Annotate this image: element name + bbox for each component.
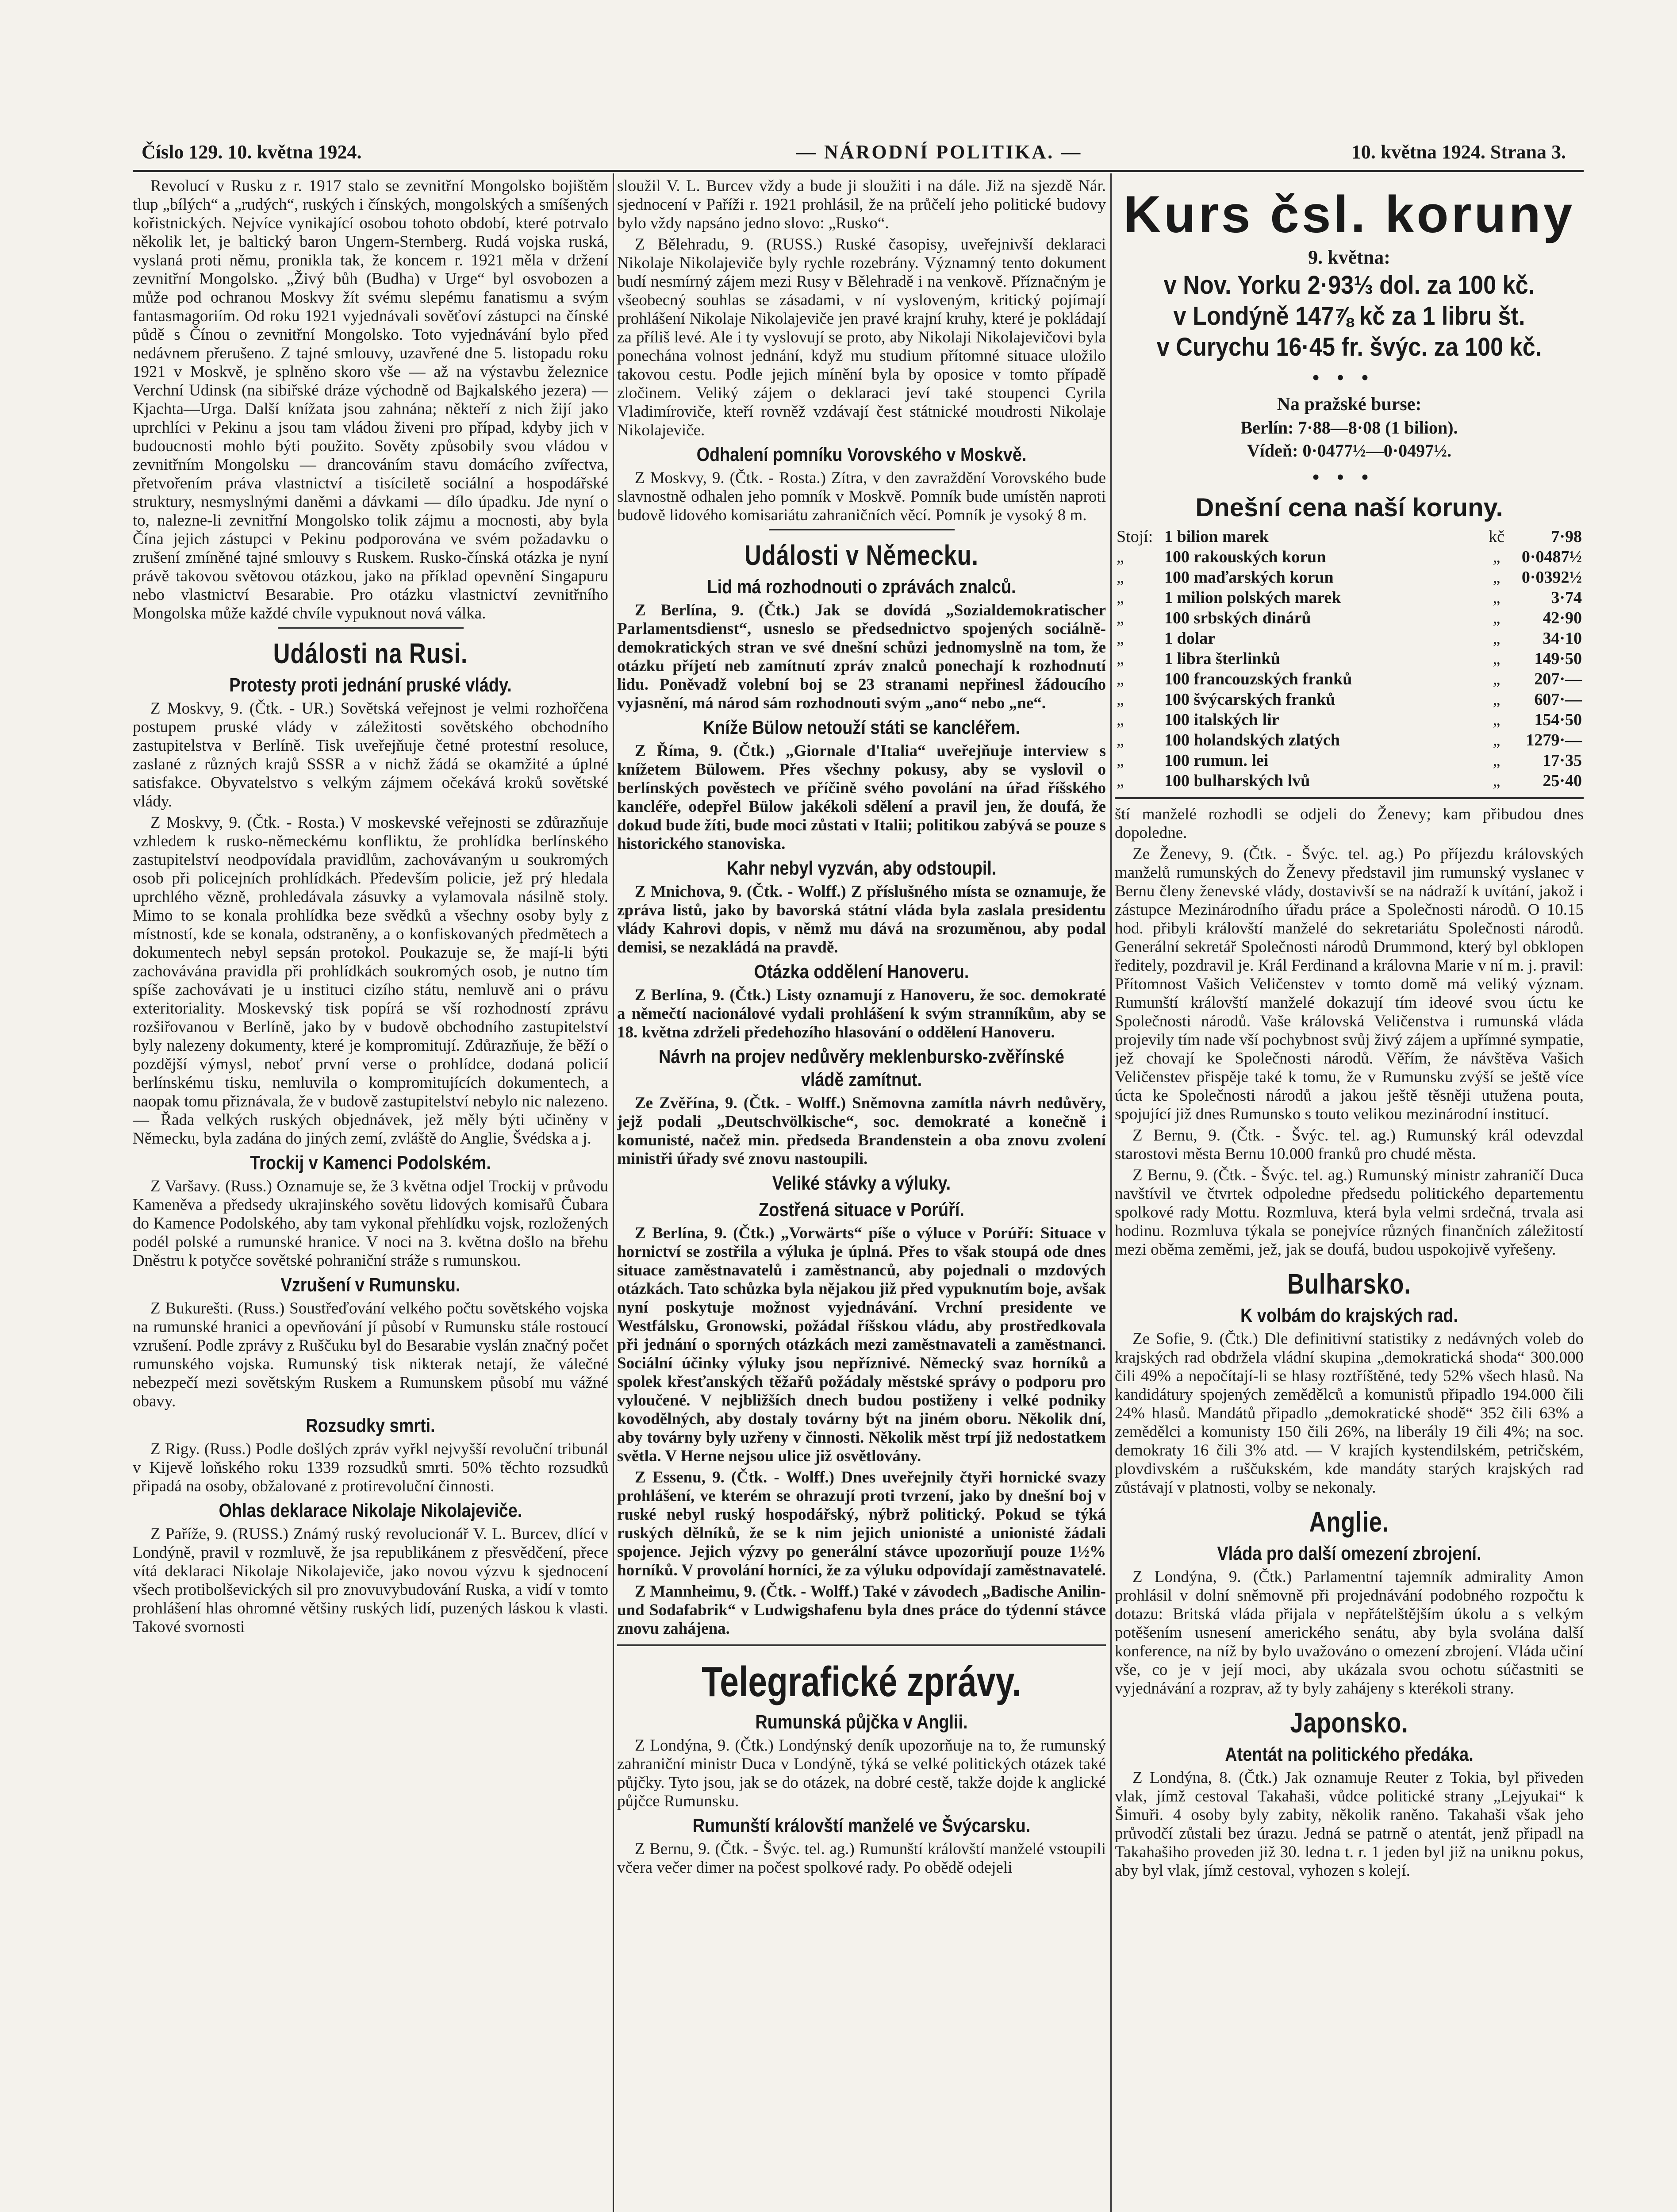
divider	[769, 529, 955, 530]
table-row: Stojí: 1 bilion marek kč 7·98	[1117, 527, 1582, 546]
article-text: Z Londýna, 8. (Čtk.) Jak oznamuje Reuter z Tokia, byl přiveden vlak, jímž cestoval Takahaši, vůdce politické strany „Lejyukai“ k Šimuři. 4 osoby byly zabity, několik raněno. Takahaši však jeho průvodčí zůstali bez úrazu. Jedná se patrně o atentát, jenž připadl na Takahašiho proveden již 30. ledna t. r. 1 jeden byl již na uniknu pokus, aby byl vlak, jímž cestoval, vyhozen s kolejí.	[1115, 1769, 1584, 1880]
table-row: „ 100 srbských dinárů „ 42·90	[1117, 609, 1582, 627]
price-table	[1115, 526, 1584, 791]
burse-heading: Na pražské burse:	[1277, 394, 1422, 415]
article-text: Revolucí v Rusku z r. 1917 stalo se zevnitřní Mongolsko bojištěm tlup „bílých“ a „rudých“, ruských i čínských, mongolských a smíšených kořistnických. Nejvíce vynikající osobou tohoto období, které potrvalo několik let, je baltický baron Ungern-Sternberg. Rudá vojska ruská, vyslaná proti němu, pronikla tak, že koncem r. 1921 měla v držení zevnitřní Mongolsko. „Živý bůh (Budha) v Urge“ byl osvobozen a může pod ochranou Moskvy žít svému slepému fanatismu a svým fantasmagoriím. Od roku 1921 vyjednávali sověťoví zástupci na čínské půdě s Čínou o zevnitřní Mongolsko. Toto vyjednávání bylo před nedávnem přerušeno. Z tajné smlouvy, uzavřené dne 5. listopadu roku 1921 v Moskvě, je splněno skoro vše — až na výstavbu železnice Verchní Udinsk (na sibiřské dráze východně od Bajkalského jezera) — Kjachta—Urga. Další knížata jsou zahnána; někteří z nich žijí jako uprchlíci v Pekinu a jsou tam vládou živeni pro případ, kdyby jich v budoucnosti mohlo býti použito. Sověty způsobily svou vládou v zevnitřním Mongolsku — drancováním stavu domácího zvířectva, přetvořením práva vlastnictví a tisíciletě sociální a hospodářské struktury, nesmyslnými daněmi a dávkami — dílo úpadku. Jde nyní o to, nalezne-li zevnitřní Mongolsko tolik zájmu a mocnosti, aby byla Čína jejich zástupci v Pekinu podporována ve svém požadavku o zrušení zmíněné tajné smlouvy s Ruskem. Rusko-čínská otázka je nyní právě takovou světovou otázkou, jako na příklad opevnění Singapuru nebo vlastnictví Besarabie. Pro otázku vlastnictví zevnitřního Mongolska může každé chvíle vypuknout nová válka.	[133, 177, 608, 622]
table-row: „ 1 dolar „ 34·10	[1117, 629, 1582, 648]
article-headline: Vláda pro další omezení zbrojení.	[1217, 1543, 1481, 1564]
article-text: ští manželé rozhodli se odjeli do Ženevy; kam přibudou dnes dopoledne.	[1115, 805, 1584, 842]
article-headline: Odhalení pomníku Vorovského v Moskvě.	[696, 444, 1027, 465]
article-text: Z Moskvy, 9. (Čtk. - UR.) Sovětská veřejnost je velmi rozhořčena postupem pruské vlády v záležitosti sovětského obchodního zastupitelstva v Berlíně. Tisk uveřejňuje četné protestní resoluce, zaslané z různých krajů SSSR a v nichž žádá se okamžité a úplné satisfakce. Obyvatelstvo s velkým zájmem očekává kroků sovětské vlády.	[133, 699, 608, 810]
burse-line: Vídeň: 0·0477½—0·0497½.	[1247, 441, 1452, 461]
divider	[278, 627, 464, 629]
article-headline: Rumunští královští manželé ve Švýcarsku.	[692, 1815, 1031, 1836]
article-text: Z Bukurešti. (Russ.) Soustřeďování velkého počtu sovětského vojska na rumunské hranici a opevňování jí působí v Rumunsku stále rostoucí vzrušení. Podle zprávy z Ruščuku byl do Besarabie vyslán značný počet rumunského vojska. Rumunský tisk nikterak netají, že válečné nebezpečí mezi sovětským Ruskem a Rumunskem působí mu vážné obavy.	[133, 1299, 608, 1410]
article-text: Z Londýna, 9. (Čtk.) Parlamentní tajemník admirality Amon prohlásil v dolní sněmovně při projednávání podobného rozpočtu k dotazu: Britská vláda přijala v nepřátelštějším úkolu a s velkým potěšením usnesení amerického senátu, aby byla svolána další konference, na níž by bylo uvažováno o omezení zbrojení. Vláda učiní vše, co je v její moci, aby ukázala svou ochotu súčastniti se vyjednávání a rozprav, až ty byly zahájeny s kterékoli strany.	[1115, 1568, 1584, 1697]
section-heading: Bulharsko.	[1287, 1268, 1411, 1300]
article-text: Z Paříže, 9. (RUSS.) Známý ruský revolucionář V. L. Burcev, dlící v Londýně, pravil v rozmluvě, že jsa republikánem z přesvědčení, přece vítá deklaraci Nikolaje Nikolajeviče, jako novou výzvu k sjednocení všech protibolševických sil pro znovuvybudování Ruska, a vidí v tomto prohlášení hlas ohromné většiny ruských lidí, puzených láskou k vlasti. Takové svornosti	[133, 1525, 608, 1636]
article-text: Z Berlína, 9. (Čtk.) Jak se dovídá „Sozialdemokratischer Parlamentsdienst“, usneslo se předsednictvo spojených sociálně-demokratických stran ve své dnešní schůzi jednomyslně na tom, že otázku příjetí neb zamítnutí zpráv znalců ponechají k rozhodnutí lidu. Poněvadž volební boj se 23 stranami nepřinesl žádoucího vyjasnění, má národ sám rozhodnouti svým „ano“ nebo „ne“.	[617, 601, 1106, 712]
article-text: Z Essenu, 9. (Čtk. - Wolff.) Dnes uveřejnily čtyři hornické svazy prohlášení, ve kterém se ohrazují proti tvrzení, jako by dnešní boj v ruské nebyl ruský hospodářský, nýbrž politický. Pokud se týká ruských dělníků, že se k nim jejich unionisté a unionisté žádali spojence. Jejich výzvy po generální stávce upozorňují pouze 1½% horníků. V provolání horníci, že za výluku odpovídají zaměstnavatelé.	[617, 1468, 1106, 1579]
column-3	[1115, 177, 1584, 2212]
exchange-rate-box	[1115, 186, 1584, 791]
article-text: Z Mnichova, 9. (Čtk. - Wolff.) Z příslušného místa se oznamuje, že zpráva listů, jako by bavorská státní vláda byla zaslala presidentu vlády Kahrovi dopis, v němž mu dává na srozuměnou, aby podal demisi, se nezakládá na pravdě.	[617, 883, 1106, 956]
article-headline: Trockij v Kamenci Podolském.	[250, 1152, 491, 1174]
article-text: Z Rigy. (Russ.) Podle došlých zpráv vyřkl nejvyšší revoluční tribunál v Kijevě loňského roku 1339 rozsudků smrti. 50% těchto rozsudků připadá na osoby, obžalované z protirevoluční činnosti.	[133, 1440, 608, 1495]
article-headline: K volbám do krajských rad.	[1240, 1305, 1458, 1326]
article-text: Z Bělehradu, 9. (RUSS.) Ruské časopisy, uveřejnivší deklaraci Nikolaje Nikolajeviče byly rychle rozebrány. Významný tento dokument budí nesmírný zájem mezi Rusy v Bělehradě i na venkově. Příznačným je všeobecný souhlas se zásadami, v ní vysloveným, kritický pojímají prohlášení Nikolaje Nikolajeviče jen pravé krajní kruhy, které je pokládají za příliš levé. Ale i ty vyslovují se proto, aby Nikolaji Nikolajevičovi byla ponechána volnost jednání, když mu studium přítomné situace uložilo takovou cestu. Podle jejich mínění byla by oposice v tomto případě zločinem. Veliký zájem o deklaraci jeví také stoupenci Cyrila Vladimíroviče, kteří rovněž vzdávají čest státnické moudrosti Nikolaje Nikolajeviče.	[617, 235, 1106, 439]
section-heading: Telegrafické zprávy.	[702, 1658, 1021, 1705]
article-text: Z Bernu, 9. (Čtk. - Švýc. tel. ag.) Rumunský král odevzdal starostovi města Bernu 10.000 franků pro chudé města.	[1115, 1126, 1584, 1163]
article-headline: Návrh na projev nedůvěry meklenbursko-zvěřínské vládě zamítnut.	[659, 1046, 1064, 1091]
running-header	[133, 141, 1584, 167]
article-headline: Kníže Bülow netouží státi se kancléřem.	[702, 717, 1021, 738]
price-heading: Dnešní cena naší koruny.	[1195, 493, 1503, 522]
table-row: „ 100 bulharských lvů „ 25·40	[1117, 772, 1582, 790]
table-row: „ 100 maďarských korun „ 0·0392½	[1117, 568, 1582, 587]
section-heading: Události na Rusi.	[273, 637, 468, 669]
article-headline: Otázka oddělení Hanoveru.	[754, 961, 969, 983]
divider	[617, 1644, 1106, 1646]
table-row: „ 100 francouzských franků „ 207·—	[1117, 670, 1582, 688]
column-divider	[1110, 173, 1112, 2212]
exchange-date: 9. května:	[1308, 246, 1390, 268]
article-text: Z Varšavy. (Russ.) Oznamuje se, že 3 května odjel Trockij v průvodu Kameněva a předsedy ukrajinského sovětu lidových komisařů Čubara do Kamence Podolského, aby tam vykonal přehlídku vojsk, rozložených podél polské a rumunské hranice. V noci na 3. května došlo na břehu Dněstru k potyčce sovětské pohraniční stráže s rumunskou.	[133, 1177, 608, 1270]
article-headline: Vzrušení v Rumunsku.	[280, 1274, 461, 1296]
table-row: „ 100 holandských zlatých „ 1279·—	[1117, 731, 1582, 749]
article-text: Z Berlína, 9. (Čtk.) „Vorwärts“ píše o výluce v Porúří: Situace v hornictví se zostřila a výluka je úplná. Přes to však stoupá ode dnes situace zaměstnavatelů i zaměstnanců, aby pojednali o mzdových otázkách. Tato schůzka byla nějakou již před vypuknutím boje, avšak nyní poskytuje možnost vyjednávání. Vrchní presidente ve Westfálsku, Gronowski, požádal říšskou vládu, aby prostředkovala při jednání o sporných otázkách mezi zaměstnavateli a zaměstnanci. Sociální účinky výluky jsou nepříznivé. Německý svaz horníků a spolek křesťanských těžařů požádaly městské správy o podporu pro vyloučené. V nejbližších dnech budou postiženy i velké podniky kovodělných, aby dostaly továrny být na jiném oboru. Několik dní, aby továrny byly uzřeny v činnosti. Několik měst trpí již nedostatkem světla. V Herne nejsou ulice již osvětlovány.	[617, 1224, 1106, 1465]
article-text: Ze Zvěřína, 9. (Čtk. - Wolff.) Sněmovna zamítla návrh nedůvěry, jejž podali „Deutschvölkische“, soc. demokraté a konečně i komunisté, načež min. předseda Brandenstein a oba znovu zvolení ministři úřady své znovu nastoupili.	[617, 1094, 1106, 1168]
article-text: Z Moskvy, 9. (Čtk. - Rosta.) Zítra, v den zavraždění Vorovského bude slavnostně odhalen jeho pomník v Moskvě. Pomník bude umístěn naproti budově lidového komisariátu zahraničních věcí. Pomník je vysoký 8 m.	[617, 469, 1106, 524]
article-text: Z Bernu, 9. (Čtk. - Švýc. tel. ag.) Rumunští královští manželé vstoupili včera večer dimer na počest spolkové rady. Po obědě odejeli	[617, 1840, 1106, 1877]
ornament: •••	[1312, 466, 1386, 488]
column-divider	[613, 173, 614, 2212]
article-text: Z Moskvy, 9. (Čtk. - Rosta.) V moskevské veřejnosti se zdůrazňuje vzhledem k rusko-německému konfliktu, že prohlídka berlínského zastupitelství neodpovídala pravidlům, zachovávaným u soukromých osob při policejních prohlídkách. Především policie, jež prý hledala uprchlého vězně, prohledávala zásuvky a vylamovala násilně stoly. Mimo to se konala prohlídka beze svědků a všechny osoby byly z místností, kde se konala, odstraněny, a o konfiskovaných předmětech a dokumentech nebyl sepsán protokol. Poukazuje se, že mají-li býti zachovávána pravidla při prohlídkách soukromých osob, je nutno tím spíše zachovávati je u instituci cizího státu, nemluvě ani o právu exteritoriality. Moskevský tisk popírá se vší rozhodností zprávu rozšiřovanou v Berlíně, jako by v budově obchodního zastupitelství byly nalezeny dokumenty, které je kompromitují. Zdůrazňuje, že běží o pozdější výmysl, neboť první verse o prohlídce, dodaná policií berlínskému tisku, nemluvila o kompromitujících dokumentech, a naopak tomu přiznávala, že v budově zastupitelství nebylo nic nalezeno. — Řada velkých ruských objednávek, jež měly býti učiněny v Německu, byla zadána do jiných zemí, zvláště do Anglie, Švédska a j.	[133, 814, 608, 1148]
table-row: „ 1 milion polských marek „ 3·74	[1117, 588, 1582, 607]
ornament: •••	[1312, 367, 1386, 388]
article-text: Z Londýna, 9. (Čtk.) Londýnský deník upozorňuje na to, že rumunský zahraniční ministr Duca v Londýně, týká se velké politických otázek také půjčky. Tyto jsou, jak se do otázek, na dobré cestě, takže dojde k anglické půjčce Rumunsku.	[617, 1736, 1106, 1810]
article-subheadline: Zostřená situace v Porúří.	[759, 1199, 964, 1221]
article-headline: Atentát na politického předáka.	[1225, 1743, 1474, 1765]
article-text: Z Mannheimu, 9. (Čtk. - Wolff.) Také v závodech „Badische Anilin- und Sodafabrik“ v Ludwigshafenu byla dnes práce do týdenní stávce znovu zahájena.	[617, 1582, 1106, 1638]
article-text: Ze Sofie, 9. (Čtk.) Dle definitivní statistiky z nedávných voleb do krajských rad obdržela vládní skupina „demokratická shoda“ 300.000 čili 49% a nepočítají-li se hlasy roztříštěné, tedy 52% všech hlasů. Na kandidátury spojených zemědělců a komunistů připadlo 194.000 čili 24% hlasů. Mandátů připadlo „demokratické shodě“ 352 čili 63% a zemědělci a komunisty 150 čili 26%, na liberály 19 čili 4%; na soc. demokraty 16 čili 3% atd. — V krajích kystendilském, petričském, plovdivském a ruščukském, kde mandáty starých krajských rad zůstávají v platnosti, volby se nekonaly.	[1115, 1330, 1584, 1497]
exchange-line: v Nov. Yorku 2·93⅓ dol. za 100 kč.	[1163, 271, 1535, 300]
article-headline: Kahr nebyl vyzván, aby odstoupil.	[726, 857, 997, 879]
article-headline: Rozsudky smrti.	[306, 1415, 435, 1436]
article-headline: Protesty proti jednání pruské vlády.	[229, 674, 512, 696]
table-row: „ 100 rumun. lei „ 17·35	[1117, 751, 1582, 770]
divider	[1115, 797, 1584, 799]
column-1	[133, 177, 608, 2212]
table-row: „ 100 italských lir „ 154·50	[1117, 710, 1582, 729]
burse-line: Berlín: 7·88—8·08 (1 bilion).	[1240, 418, 1458, 438]
article-headline: Rumunská půjčka v Anglii.	[755, 1711, 968, 1733]
article-text: Z Bernu, 9. (Čtk. - Švýc. tel. ag.) Rumunský ministr zahraničí Duca navštívil ve čtvrtek odpoledne předsedu politického departementu spolkové rady Mottu. Rozmluva, která byla velmi srdečná, trvala asi hodinu. Rozmluva týkala se ponejvíce různých finančních záležitostí mezi oběma zeměmi, jež, jak se doufá, budou uspokojivě vyřešeny.	[1115, 1166, 1584, 1259]
section-heading: Anglie.	[1309, 1506, 1389, 1538]
header-rule	[133, 170, 1584, 172]
table-row: „ 1 libra šterlinků „ 149·50	[1117, 649, 1582, 668]
masthead: — NÁRODNÍ POLITIKA. —	[796, 141, 1082, 163]
table-row: „ 100 švýcarských franků „ 607·—	[1117, 690, 1582, 709]
column-2	[617, 177, 1106, 2212]
article-headline: Ohlas deklarace Nikolaje Nikolajeviče.	[219, 1500, 522, 1521]
exchange-line: v Londýně 147⅞ kč za 1 libru št.	[1173, 302, 1525, 330]
exchange-line: v Curychu 16·45 fr. švýc. za 100 kč.	[1156, 333, 1542, 361]
article-text: sloužil V. L. Burcev vždy a bude ji sloužiti i na dále. Již na sjezdě Nár. sjednocení v Paříži r. 1921 prohlásil, že na průčelí jeho politické budovy bylo vždy napsáno jedno slovo: „Rusko“.	[617, 177, 1106, 232]
article-text: Z Berlína, 9. (Čtk.) Listy oznamují z Hanoveru, že soc. demokraté a němečtí nacionálové vydali prohlášení k svým stranníkům, aby se 18. května zdrželi předehozího hlasování o oddělení Hanoveru.	[617, 986, 1106, 1041]
section-heading: Japonsko.	[1290, 1707, 1408, 1739]
table-row: „ 100 rakouských korun „ 0·0487½	[1117, 548, 1582, 566]
exchange-title: Kurs čsl. koruny	[1123, 185, 1575, 244]
article-headline: Veliké stávky a výluky.	[772, 1172, 951, 1194]
page-number: 10. května 1924. Strana 3.	[1351, 141, 1566, 163]
issue-number: Číslo 129. 10. května 1924.	[142, 141, 362, 163]
article-headline: Lid má rozhodnouti o zprávách znalců.	[707, 576, 1016, 598]
article-text: Z Říma, 9. (Čtk.) „Giornale d'Italia“ uveřejňuje interview s knížetem Bülowem. Přes všechny pokusy, aby se vyslovil o berlínských pověstech ve příčině svého povolání na úřad říšského kancléře, odepřel Bülow jakékoli sdělení a pravil jen, že doufá, že dokud bude žíti, bude moci zůstati v Italii; politikou zabývá se pouze s historického stanoviska.	[617, 742, 1106, 853]
section-heading: Události v Německu.	[744, 539, 979, 571]
article-text: Ze Ženevy, 9. (Čtk. - Švýc. tel. ag.) Po příjezdu královských manželů rumunských do Ženevy představil jim rumunský vyslanec v Bernu členy ženevské vlády, dostavivší se na nádraží k uvítání, jakož i zástupce Mezinárodního úřadu práce a Společnosti národů. O 10.15 hod. přibyli královští manželé do sekretariátu Společnosti národů. Generální sekretář Společnosti národů Drummond, který byl obklopen ředitely, pozdravil je. Král Ferdinand a královna Marie v ní m. j. pravil: Přítomnost Vašich Veličenstev v tomto domě má veliký význam. Rumunští královští manželé dokazují tím ideové svou úctu ke Společnosti národů. Vaše královská Veličenstva i rumunská vláda projevily tím nade vší pochybnost svůj živý zájem a upřímné sympatie, jež chovají ke Společnosti národů. Věřím, že návštěva Vašich Veličenstev přispěje také k tomu, že v Rumunsku zvýší se ještě více úcta ke Společnosti národů a jakou ještě těsněji utužena pouta, spojující již dnes Rumunsko s touto velikou mezinárodní institucí.	[1115, 845, 1584, 1123]
